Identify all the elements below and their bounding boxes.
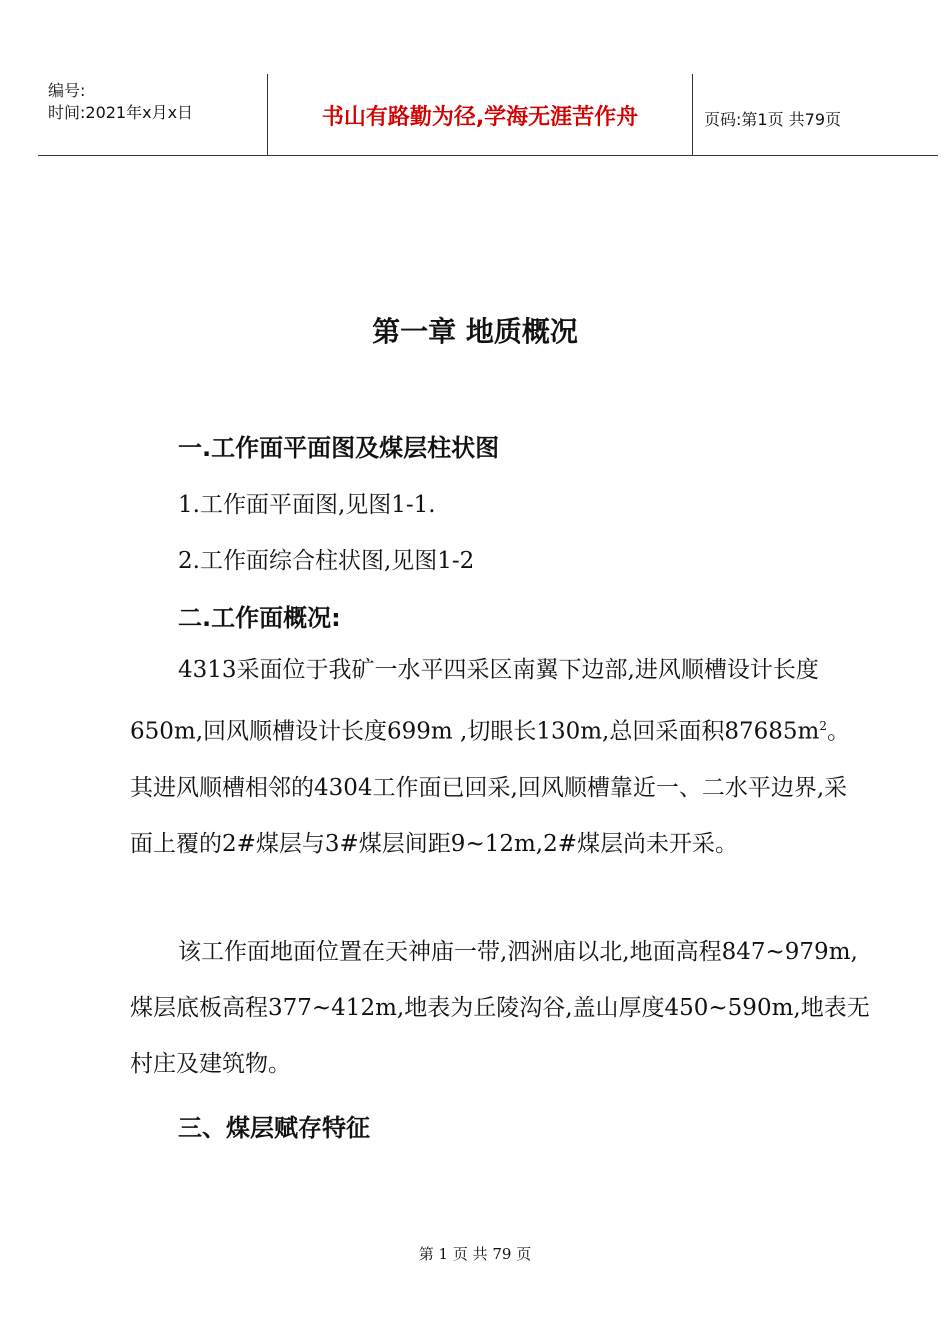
header-page-info: 页码:第1页 共79页 bbox=[704, 110, 842, 129]
section-title-2: 二.工作面概况: bbox=[178, 604, 341, 632]
header-meta bbox=[48, 80, 193, 124]
paragraph-text: 该工作面地面位置在天神庙一带,泗洲庙以北,地面高程847~979m,煤层底板高程377~412m,地表为丘陵沟谷,盖山厚度450~590m,地表无村庄及建筑物。 bbox=[130, 939, 870, 1077]
section-title-3: 三、煤层赋存特征 bbox=[178, 1114, 370, 1142]
body-paragraph bbox=[130, 642, 870, 872]
paragraph-text: 。其进风顺槽相邻的4304工作面已回采,回风顺槽靠近一、二水平边界,采面上覆的2#煤层与3#煤层间距9~12m,2#煤层尚未开采。 bbox=[130, 718, 850, 857]
page-footer: 第 1 页 共 79 页 bbox=[418, 1245, 532, 1263]
superscript: 2 bbox=[819, 719, 827, 733]
header-number-label: 编号: bbox=[48, 81, 86, 100]
page-header bbox=[38, 74, 938, 156]
chapter-title: 第一章 地质概况 bbox=[372, 315, 578, 348]
header-time-label: 时间:2021年x月x日 bbox=[48, 103, 194, 122]
body-paragraph bbox=[130, 924, 870, 1092]
header-divider bbox=[692, 74, 693, 156]
section-title-1: 一.工作面平面图及煤层柱状图 bbox=[178, 434, 500, 462]
header-motto: 书山有路勤为径,学海无涯苦作舟 bbox=[321, 105, 639, 130]
paragraph-text: 4313采面位于我矿一水平四采区南翼下边部,进风顺槽设计长度650m,回风顺槽设计长度699m ,切眼长130m,总回采面积87685m bbox=[130, 657, 820, 745]
list-item: 1.工作面平面图,见图1-1. bbox=[178, 492, 436, 518]
list-item: 2.工作面综合柱状图,见图1-2 bbox=[178, 548, 475, 574]
